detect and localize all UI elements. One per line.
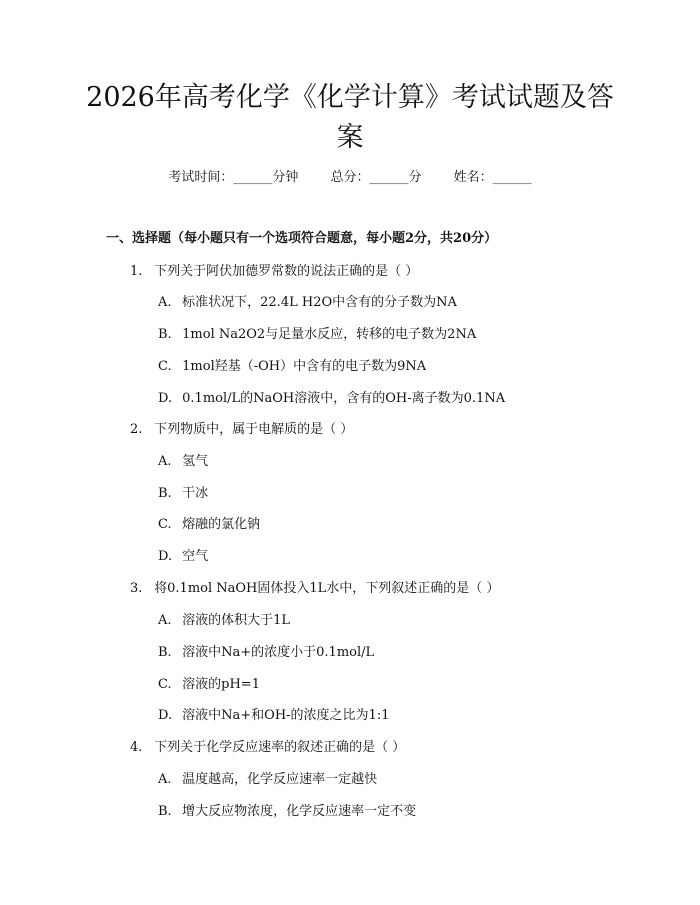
section-title: 一、选择题（每小题只有一个选项符合题意，每小题2分，共20分） [106,231,498,246]
option-letter: A. [158,772,172,787]
option-text: 溶液的体积大于1L [182,613,291,628]
option-text: 1mol Na2O2与足量水反应，转移的电子数为2NA [182,327,477,342]
question-2-option-c [158,515,260,535]
question-number: 3. [130,581,143,596]
option-letter: A. [158,613,172,628]
question-1 [130,262,418,282]
option-letter: D. [158,549,173,564]
question-4 [130,738,405,758]
option-letter: A. [158,454,172,469]
question-4-option-b [158,802,416,822]
option-text: 温度越高，化学反应速率一定越快 [182,772,378,787]
option-letter: B. [158,645,172,660]
option-text: 0.1mol/L的NaOH溶液中，含有的OH-离子数为0.1NA [182,391,506,406]
question-text: 下列物质中，属于电解质的是（ ） [154,422,354,437]
question-3 [130,579,499,599]
question-number: 2. [130,422,143,437]
question-2-option-d [158,547,208,567]
option-text: 增大反应物浓度，化学反应速率一定不变 [182,804,417,819]
question-1-option-a [158,293,457,313]
question-2-option-b [158,484,208,504]
option-text: 空气 [182,549,209,564]
option-text: 干冰 [182,486,209,501]
question-3-option-d [158,706,389,726]
exam-time-field: 考试时间：______分钟 [168,170,299,185]
option-text: 1mol羟基（-OH）中含有的电子数为9NA [182,359,427,374]
option-letter: D. [158,391,173,406]
option-text: 熔融的氯化钠 [182,517,261,532]
option-text: 溶液的pH=1 [182,677,260,692]
question-1-option-d [158,389,505,409]
option-letter: D. [158,708,173,723]
option-text: 溶液中Na+的浓度小于0.1mol/L [182,645,375,660]
question-text: 下列关于化学反应速率的叙述正确的是（ ） [154,740,406,755]
question-4-option-a [158,770,377,790]
option-letter: A. [158,295,172,310]
option-letter: B. [158,486,172,501]
question-1-option-b [158,325,476,345]
option-text: 标准状况下，22.4L H2O中含有的分子数为NA [182,295,457,310]
option-letter: C. [158,677,172,692]
option-text: 氢气 [182,454,209,469]
question-2 [130,420,353,440]
total-score-field: 总分：______分 [330,170,422,185]
option-letter: B. [158,327,172,342]
question-text: 下列关于阿伏加德罗常数的说法正确的是（ ） [154,264,419,279]
question-3-option-a [158,611,290,631]
exam-meta [0,168,700,188]
option-text: 溶液中Na+和OH-的浓度之比为1:1 [182,708,390,723]
question-3-option-c [158,675,260,695]
question-3-option-b [158,643,374,663]
option-letter: C. [158,517,172,532]
question-1-option-c [158,357,426,377]
question-2-option-a [158,452,208,472]
page-title: 2026年高考化学《化学计算》考试试题及答案 [86,82,614,153]
question-text: 将0.1mol NaOH固体投入1L水中，下列叙述正确的是（ ） [154,581,500,596]
question-number: 1. [130,264,143,279]
name-field: 姓名：______ [453,170,532,185]
option-letter: C. [158,359,172,374]
option-letter: B. [158,804,172,819]
question-number: 4. [130,740,143,755]
